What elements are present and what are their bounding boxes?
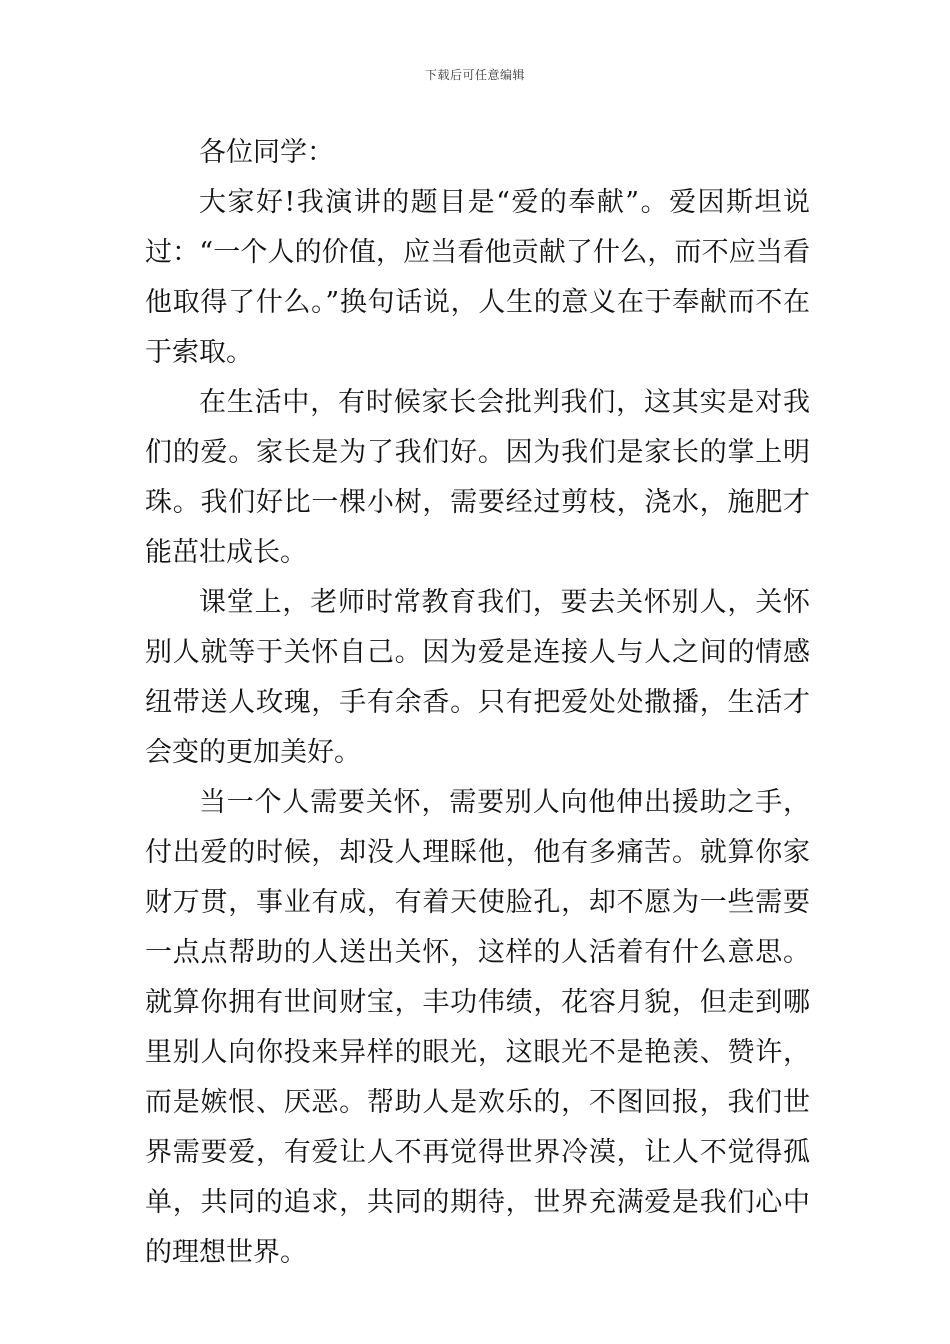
header-note: 下载后可任意编辑 — [424, 68, 525, 82]
document-body — [145, 128, 810, 1278]
salutation: 各位同学： — [199, 137, 334, 168]
paragraph-intro: 大家好!我演讲的题目是“爱的奉献”。爱因斯坦说过：“一个人的价值，应当看他贡献了什么，而不应当看他取得了什么。”换句话说，人生的意义在于奉献而不在于索取。 — [145, 187, 810, 368]
paragraph-family: 在生活中，有时候家长会批判我们，这其实是对我们的爱。家长是为了我们好。因为我们是家长的掌上明珠。我们好比一棵小树，需要经过剪枝，浇水，施肥才能茁壮成长。 — [145, 387, 810, 568]
paragraph-conclusion: 当一个人需要关怀，需要别人向他伸出援助之手，付出爱的时候，却没人理睬他，他有多痛苦。就算你家财万贯，事业有成，有着天使脸孔，却不愿为一些需要一点点帮助的人送出关怀，这样的人活着有什么意思。就算你拥有世间财宝，丰功伟绩，花容月貌，但走到哪里别人向你投来异样的眼光，这眼光不是艳羡、赞许，而是嫉恨、厌恶。帮助人是欢乐的，不图回报，我们世界需要爱，有爱让人不再觉得世界冷漠，让人不觉得孤单，共同的追求，共同的期待，世界充满爱是我们心中的理想世界。 — [145, 787, 810, 1268]
paragraph-classroom: 课堂上，老师时常教育我们，要去关怀别人，关怀别人就等于关怀自己。因为爱是连接人与人之间的情感纽带送人玫瑰，手有余香。只有把爱处处撒播，生活才会变的更加美好。 — [145, 587, 810, 768]
